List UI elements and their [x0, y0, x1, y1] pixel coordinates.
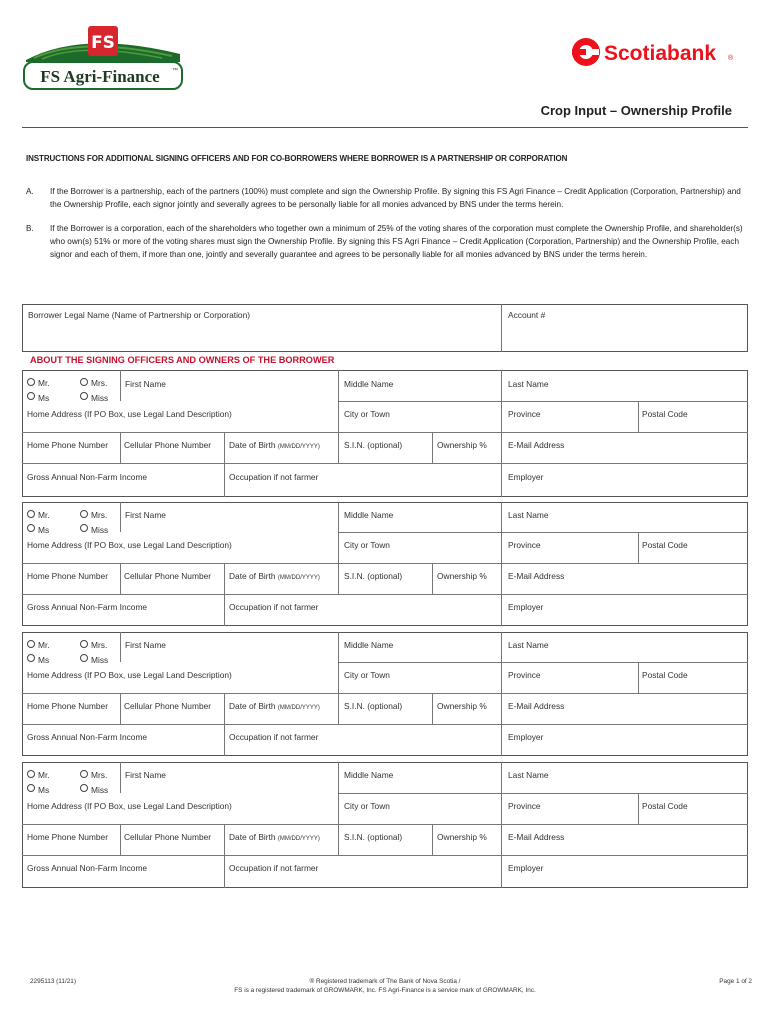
radio-ms[interactable] — [27, 784, 35, 792]
miss-label: Miss — [91, 655, 109, 665]
email-label: E-Mail Address — [508, 571, 565, 581]
employer-label: Employer — [508, 602, 544, 612]
instruction-item — [26, 222, 750, 261]
home-phone-label: Home Phone Number — [27, 701, 108, 711]
city-label: City or Town — [344, 409, 390, 419]
home-phone-label: Home Phone Number — [27, 832, 108, 842]
dob-label: Date of Birth (MM/DD/YYYY) — [229, 832, 320, 842]
occupation-label: Occupation if not farmer — [229, 732, 319, 742]
occupation-label: Occupation if not farmer — [229, 472, 319, 482]
instruction-text: If the Borrower is a corporation, each of the shareholders who together own a minimum of 25% of the voting shares of the corporation must complete the Ownership Profile, and shareholder(s) who own(s) 51% or more of the voting shares must sign the Ownership Profile. By signing this FS Agri Finance – Credit Application (Corporation, Partnership) and the Ownership Profile, each signor and each of them, if more than one, jointly and severally guarantee and agrees to be personally liable for all monies advanced by BNS under the terms herein. — [50, 224, 743, 259]
postal-code-label: Postal Code — [642, 409, 688, 419]
ms-label: Ms — [38, 655, 50, 665]
employer-label: Employer — [508, 472, 544, 482]
fs-logo-text: FS Agri-Finance — [40, 67, 160, 86]
cell-phone-label: Cellular Phone Number — [124, 440, 212, 450]
radio-mrs[interactable] — [80, 378, 88, 386]
mr-label: Mr. — [38, 770, 50, 780]
email-label: E-Mail Address — [508, 832, 565, 842]
last-name-label: Last Name — [508, 640, 549, 650]
city-label: City or Town — [344, 540, 390, 550]
radio-ms[interactable] — [27, 392, 35, 400]
sin-label: S.I.N. (optional) — [344, 832, 403, 842]
trademark-line-1: ® Registered trademark of The Bank of Nova Scotia / — [309, 978, 461, 985]
borrower-legal-name-input[interactable] — [26, 320, 498, 350]
borrower-divider — [501, 304, 502, 352]
cell-phone-label: Cellular Phone Number — [124, 571, 212, 581]
last-name-label: Last Name — [508, 510, 549, 520]
form-number: 2295113 (11/21) — [30, 978, 76, 985]
radio-mr[interactable] — [27, 640, 35, 648]
ownership-label: Ownership % — [437, 832, 487, 842]
radio-mrs[interactable] — [80, 770, 88, 778]
ownership-label: Ownership % — [437, 440, 487, 450]
income-label: Gross Annual Non-Farm Income — [27, 863, 148, 873]
sin-label: S.I.N. (optional) — [344, 701, 403, 711]
page-number: Page 1 of 2 — [719, 978, 752, 985]
province-label: Province — [508, 801, 541, 811]
ms-label: Ms — [38, 785, 50, 795]
postal-code-label: Postal Code — [642, 670, 688, 680]
first-name-label: First Name — [125, 640, 166, 650]
radio-mr[interactable] — [27, 510, 35, 518]
home-address-label: Home Address (If PO Box, use Legal Land Description) — [27, 409, 232, 419]
fs-badge-text: FS — [91, 33, 115, 53]
ownership-label: Ownership % — [437, 571, 487, 581]
postal-code-label: Postal Code — [642, 801, 688, 811]
mrs-label: Mrs. — [91, 378, 108, 388]
last-name-label: Last Name — [508, 770, 549, 780]
ms-label: Ms — [38, 393, 50, 403]
miss-label: Miss — [91, 525, 109, 535]
email-label: E-Mail Address — [508, 440, 565, 450]
employer-label: Employer — [508, 863, 544, 873]
mrs-label: Mrs. — [91, 640, 108, 650]
section-title: ABOUT THE SIGNING OFFICERS AND OWNERS OF THE BORROWER — [30, 355, 335, 365]
middle-name-label: Middle Name — [344, 770, 394, 780]
middle-name-label: Middle Name — [344, 510, 394, 520]
ms-label: Ms — [38, 525, 50, 535]
radio-miss[interactable] — [80, 784, 88, 792]
mrs-label: Mrs. — [91, 770, 108, 780]
instruction-label: A. — [26, 187, 34, 196]
home-address-label: Home Address (If PO Box, use Legal Land Description) — [27, 801, 232, 811]
borrower-legal-name-label: Borrower Legal Name (Name of Partnership or Corporation) — [28, 310, 251, 320]
instruction-text: If the Borrower is a partnership, each of the partners (100%) must complete and sign the Ownership Profile. By signing this FS Agri Finance – Credit Application (Corporation, Partnership) and the Ownership Profile, each signor jointly and severally agrees to be personally liable for all monies advanced by BNS under the terms herein. — [50, 187, 741, 209]
radio-miss[interactable] — [80, 654, 88, 662]
mr-label: Mr. — [38, 510, 50, 520]
mr-label: Mr. — [38, 378, 50, 388]
home-phone-label: Home Phone Number — [27, 440, 108, 450]
home-address-label: Home Address (If PO Box, use Legal Land Description) — [27, 670, 232, 680]
account-number-label: Account # — [508, 310, 546, 320]
province-label: Province — [508, 409, 541, 419]
trademark-line-2: FS is a registered trademark of GROWMARK, Inc. FS Agri-Finance is a service mark of GROWMARK, Inc. — [234, 987, 536, 994]
mrs-label: Mrs. — [91, 510, 108, 520]
dob-label: Date of Birth (MM/DD/YYYY) — [229, 571, 320, 581]
miss-label: Miss — [91, 785, 109, 795]
sin-label: S.I.N. (optional) — [344, 571, 403, 581]
income-label: Gross Annual Non-Farm Income — [27, 732, 148, 742]
instruction-item — [26, 185, 750, 211]
radio-miss[interactable] — [80, 524, 88, 532]
miss-label: Miss — [91, 393, 109, 403]
occupation-label: Occupation if not farmer — [229, 863, 319, 873]
city-label: City or Town — [344, 801, 390, 811]
scotiabank-wordmark: Scotiabank — [604, 42, 717, 65]
occupation-label: Occupation if not farmer — [229, 602, 319, 612]
instructions-heading: INSTRUCTIONS FOR ADDITIONAL SIGNING OFFICERS AND FOR CO-BORROWERS WHERE BORROWER IS A PARTNERSHIP OR CORPORATION — [26, 154, 568, 163]
last-name-label: Last Name — [508, 379, 549, 389]
account-number-input[interactable] — [505, 320, 745, 350]
middle-name-label: Middle Name — [344, 379, 394, 389]
cell-phone-label: Cellular Phone Number — [124, 701, 212, 711]
dob-label: Date of Birth (MM/DD/YYYY) — [229, 701, 320, 711]
dob-label: Date of Birth (MM/DD/YYYY) — [229, 440, 320, 450]
income-label: Gross Annual Non-Farm Income — [27, 602, 148, 612]
sin-label: S.I.N. (optional) — [344, 440, 403, 450]
employer-label: Employer — [508, 732, 544, 742]
radio-miss[interactable] — [80, 392, 88, 400]
ownership-label: Ownership % — [437, 701, 487, 711]
radio-ms[interactable] — [27, 524, 35, 532]
postal-code-label: Postal Code — [642, 540, 688, 550]
home-address-label: Home Address (If PO Box, use Legal Land Description) — [27, 540, 232, 550]
income-label: Gross Annual Non-Farm Income — [27, 472, 148, 482]
middle-name-label: Middle Name — [344, 640, 394, 650]
fs-agri-finance-logo — [22, 22, 187, 92]
first-name-label: First Name — [125, 770, 166, 780]
fs-logo-tm: ™ — [172, 68, 178, 74]
page-title: Crop Input – Ownership Profile — [540, 103, 732, 118]
first-name-label: First Name — [125, 379, 166, 389]
radio-mr[interactable] — [27, 770, 35, 778]
province-label: Province — [508, 670, 541, 680]
province-label: Province — [508, 540, 541, 550]
first-name-label: First Name — [125, 510, 166, 520]
radio-mr[interactable] — [27, 378, 35, 386]
email-label: E-Mail Address — [508, 701, 565, 711]
home-phone-label: Home Phone Number — [27, 571, 108, 581]
cell-phone-label: Cellular Phone Number — [124, 832, 212, 842]
radio-mrs[interactable] — [80, 640, 88, 648]
radio-ms[interactable] — [27, 654, 35, 662]
scotiabank-logo — [568, 32, 738, 72]
instruction-label: B. — [26, 224, 34, 233]
title-divider — [22, 127, 748, 128]
mr-label: Mr. — [38, 640, 50, 650]
scotiabank-reg: ® — [728, 55, 734, 62]
city-label: City or Town — [344, 670, 390, 680]
radio-mrs[interactable] — [80, 510, 88, 518]
